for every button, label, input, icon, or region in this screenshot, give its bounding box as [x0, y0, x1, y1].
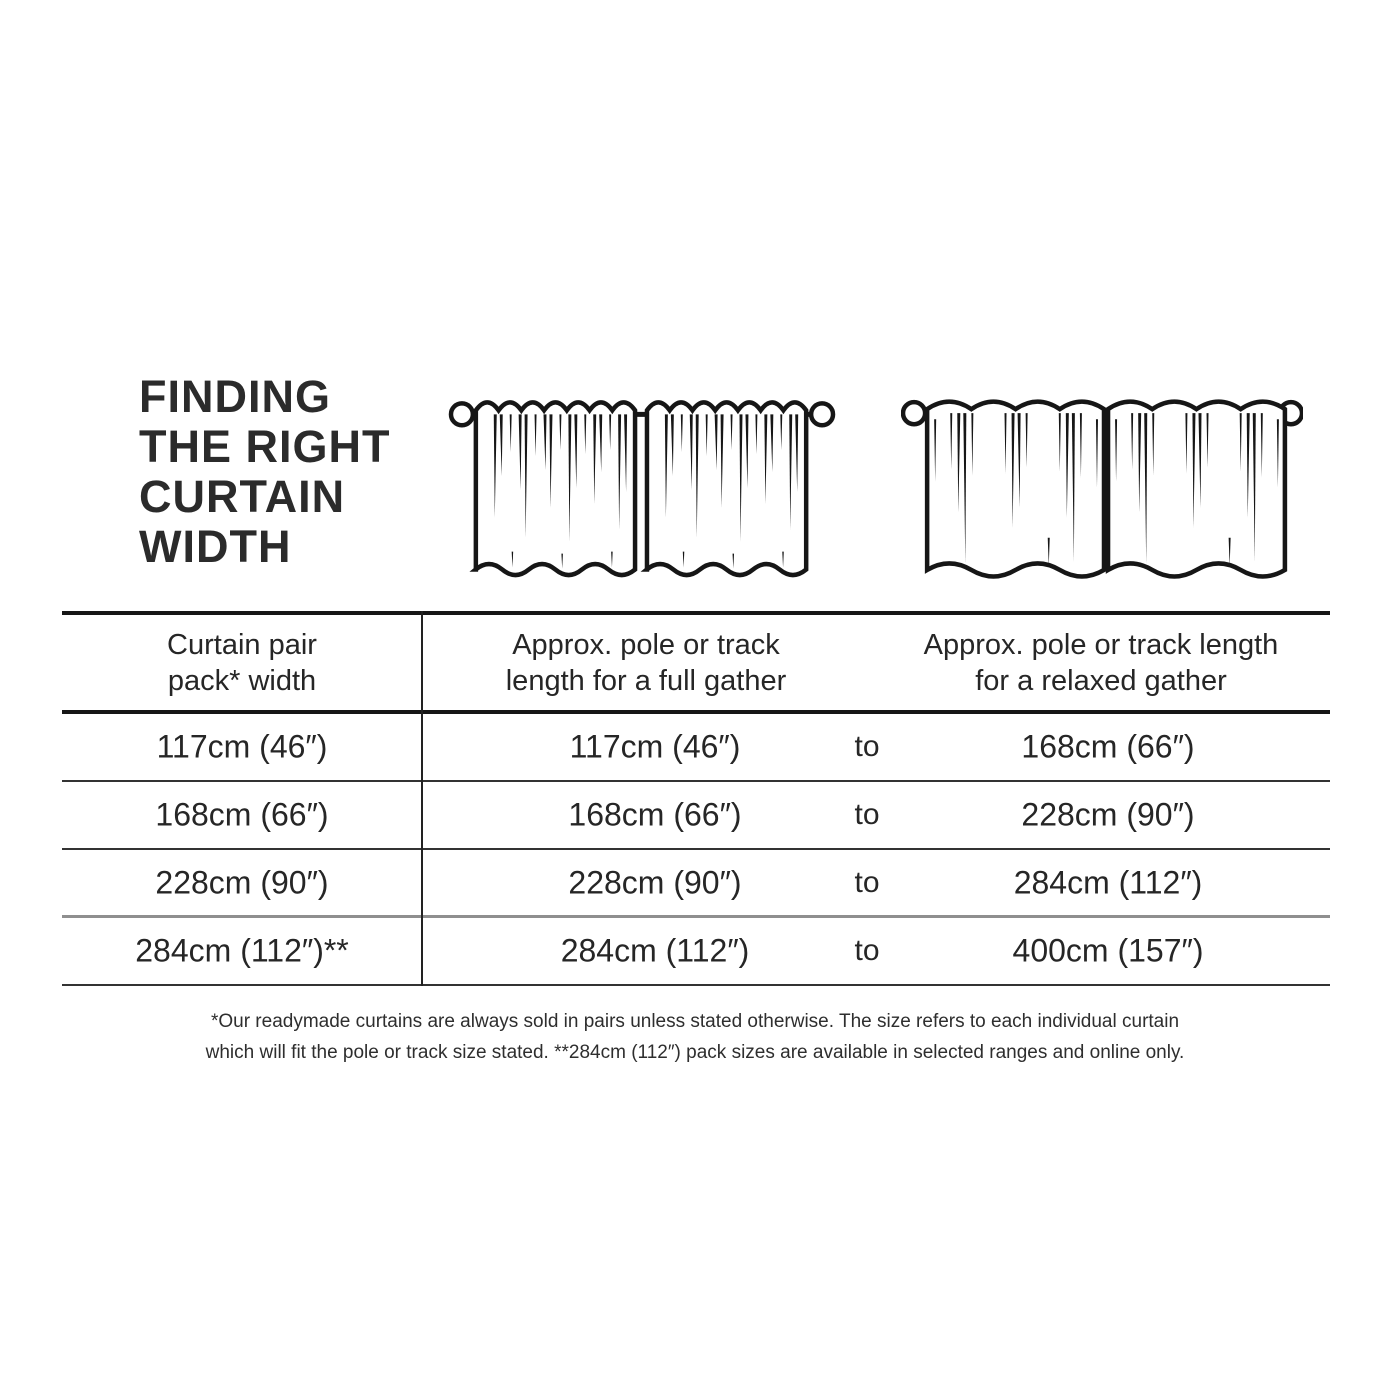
col-header-relaxed-gather: Approx. pole or track length for a relaxed gather — [923, 628, 1279, 697]
footnote — [164, 1006, 1226, 1068]
full-gather-value: 168cm (66″) — [568, 796, 742, 833]
footnote-line: which will fit the pole or track size stated. **284cm (112″) pack sizes are available in selected ranges and online only. — [205, 1042, 1185, 1063]
table-row — [62, 782, 1330, 850]
footnote-line: *Our readymade curtains are always sold in pairs unless stated otherwise. The size refers to each individual curtain — [210, 1011, 1180, 1032]
page-title-line: CURTAIN — [139, 471, 346, 522]
full-gather-value: 228cm (90″) — [568, 864, 742, 900]
range-connector: to — [854, 798, 880, 831]
page-title — [139, 372, 391, 572]
full-gather-value: 284cm (112″) — [560, 932, 750, 969]
pack-width-value: 228cm (90″) — [155, 864, 329, 900]
col-header-pack-width: Curtain pair pack* width — [167, 628, 317, 697]
relaxed-gather-value: 228cm (90″) — [1021, 796, 1195, 833]
relaxed-gather-value: 284cm (112″) — [1013, 864, 1203, 900]
range-connector: to — [854, 934, 880, 967]
pack-width-value: 284cm (112″)** — [135, 932, 349, 969]
table-row — [62, 850, 1330, 918]
curtain-pair-relaxed-gather-illustration — [901, 374, 1303, 581]
curtain-pair-relaxed-gather-icon — [901, 374, 1303, 581]
table-column-divider — [421, 611, 423, 986]
pack-width-value: 168cm (66″) — [155, 796, 329, 833]
col-header-full-gather: Approx. pole or track length for a full gather — [505, 628, 787, 697]
relaxed-gather-value: 168cm (66″) — [1021, 728, 1195, 765]
table-header-row — [62, 615, 1330, 714]
curtain-pair-full-gather-illustration — [448, 376, 836, 584]
page-title-line: THE RIGHT — [139, 421, 391, 472]
range-connector: to — [854, 730, 880, 763]
curtain-pair-full-gather-icon — [448, 376, 836, 584]
relaxed-gather-value: 400cm (157″) — [1012, 932, 1204, 969]
size-table — [62, 611, 1330, 986]
pack-width-value: 117cm (46″) — [156, 728, 328, 765]
page-title-line: FINDING — [139, 371, 331, 422]
table-row — [62, 714, 1330, 782]
table-row — [62, 918, 1330, 986]
range-connector: to — [854, 865, 880, 899]
page-title-line: WIDTH — [139, 521, 292, 572]
full-gather-value: 117cm (46″) — [569, 728, 741, 765]
